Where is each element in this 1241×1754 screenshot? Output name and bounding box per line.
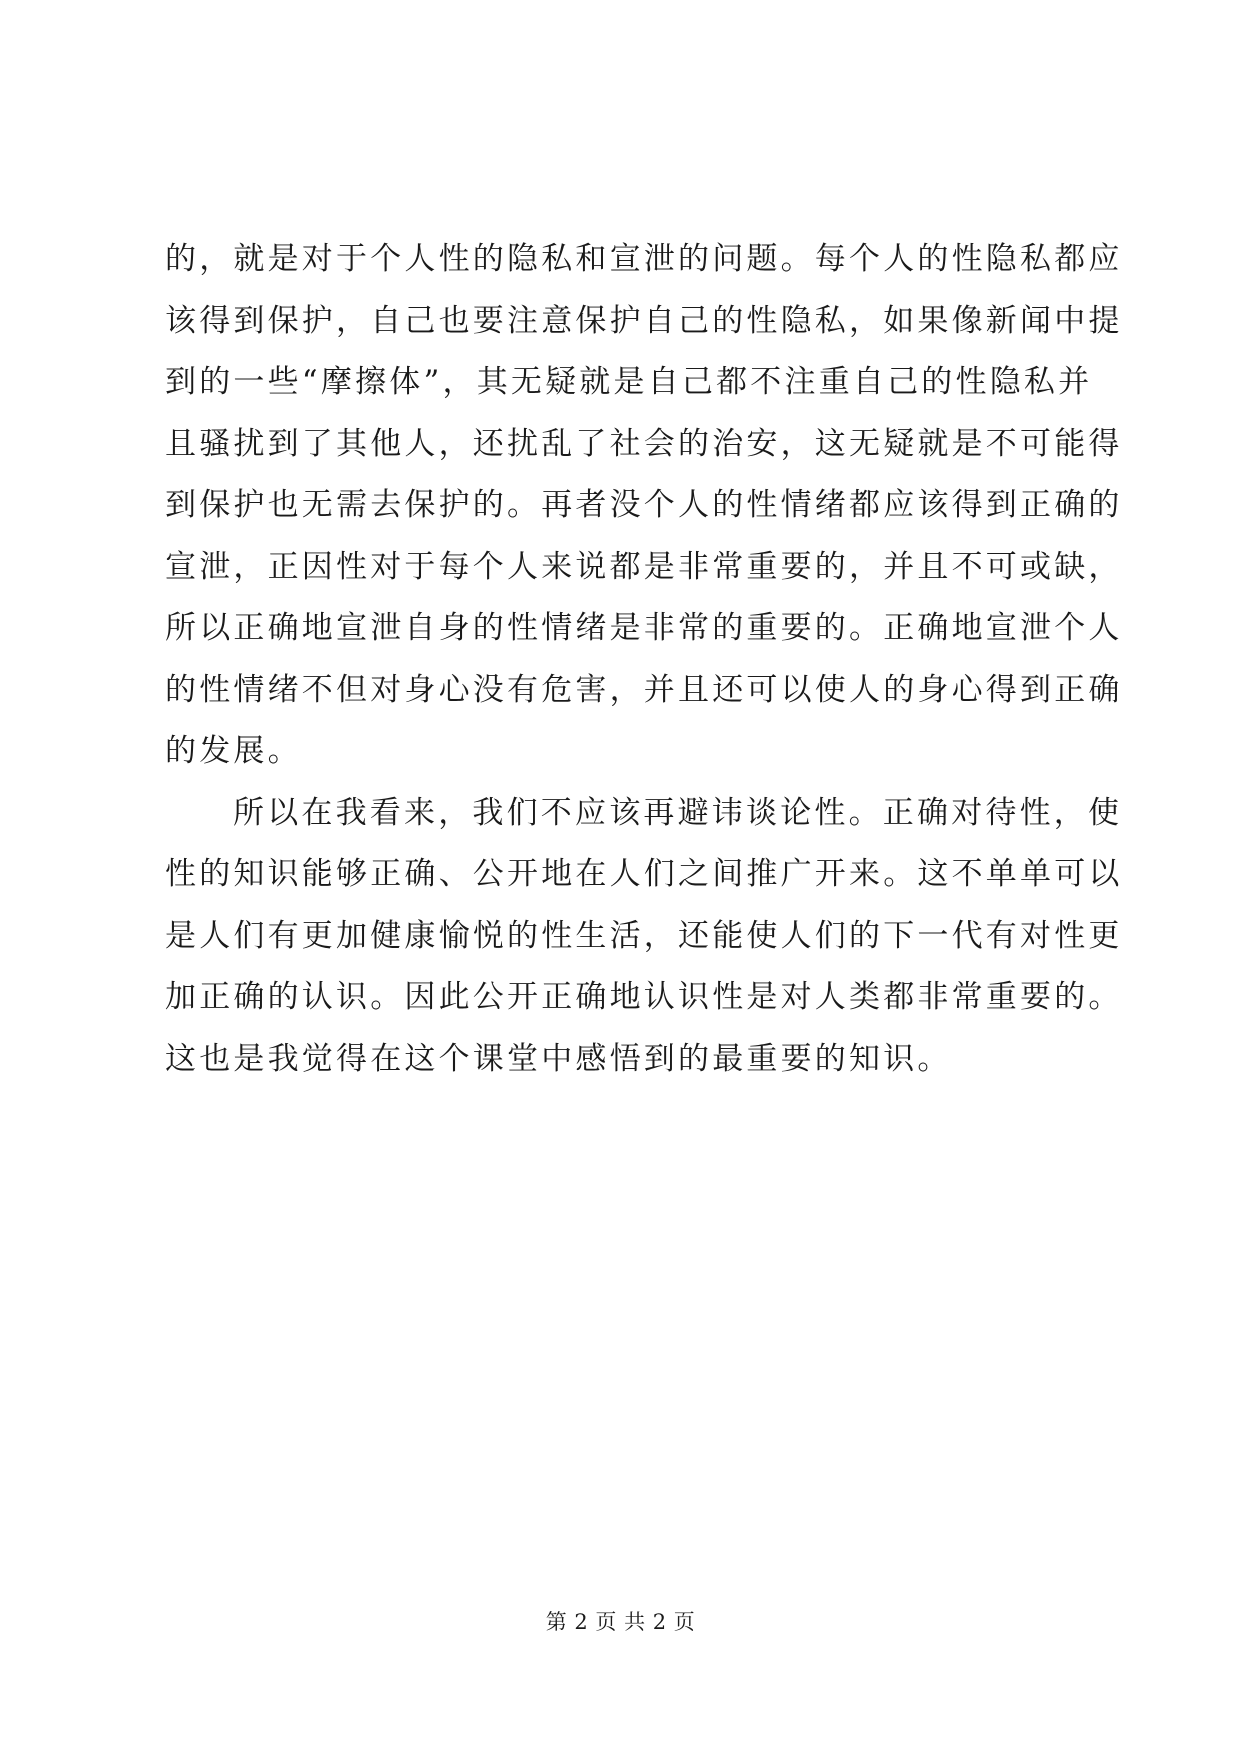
text-line: 加正确的认识。因此公开正确地认识性是对人类都非常重要的。 <box>165 979 1123 1015</box>
text-line: 是人们有更加健康愉悦的性生活，还能使人们的下一代有对性更 <box>165 917 1123 954</box>
text-line: 所以在我看来，我们不应该再避讳谈论性。正确对待性，使 <box>233 794 1123 831</box>
text-line: 宣泄，正因性对于每个人来说都是非常重要的，并且不可或缺， <box>165 548 1123 585</box>
text-line: 的性情绪不但对身心没有危害，并且还可以使人的身心得到正确 <box>165 671 1123 708</box>
text-line: 该得到保护，自己也要注意保护自己的性隐私，如果像新闻中提 <box>165 302 1123 339</box>
text-line: 性的知识能够正确、公开地在人们之间推广开来。这不单单可以 <box>165 856 1123 892</box>
text-line: 且骚扰到了其他人，还扰乱了社会的治安，这无疑就是不可能得 <box>165 425 1123 462</box>
text-line: 所以正确地宣泄自身的性情绪是非常的重要的。正确地宣泄个人 <box>165 610 1123 646</box>
body-text <box>165 229 1123 1090</box>
text-line: 到保护也无需去保护的。再者没个人的性情绪都应该得到正确的 <box>165 487 1123 523</box>
text-line: 到的一些“摩擦体”，其无疑就是自己都不注重自己的性隐私并 <box>165 364 1093 400</box>
paragraph-2 <box>165 783 1123 1091</box>
paragraph-1 <box>165 229 1123 783</box>
page-number-footer: 第 2 页 共 2 页 <box>545 1610 696 1634</box>
text-line: 这也是我觉得在这个课堂中感悟到的最重要的知识。 <box>165 1040 952 1077</box>
text-line: 的，就是对于个人性的隐私和宣泄的问题。每个人的性隐私都应 <box>165 241 1123 277</box>
text-line: 的发展。 <box>165 733 302 769</box>
